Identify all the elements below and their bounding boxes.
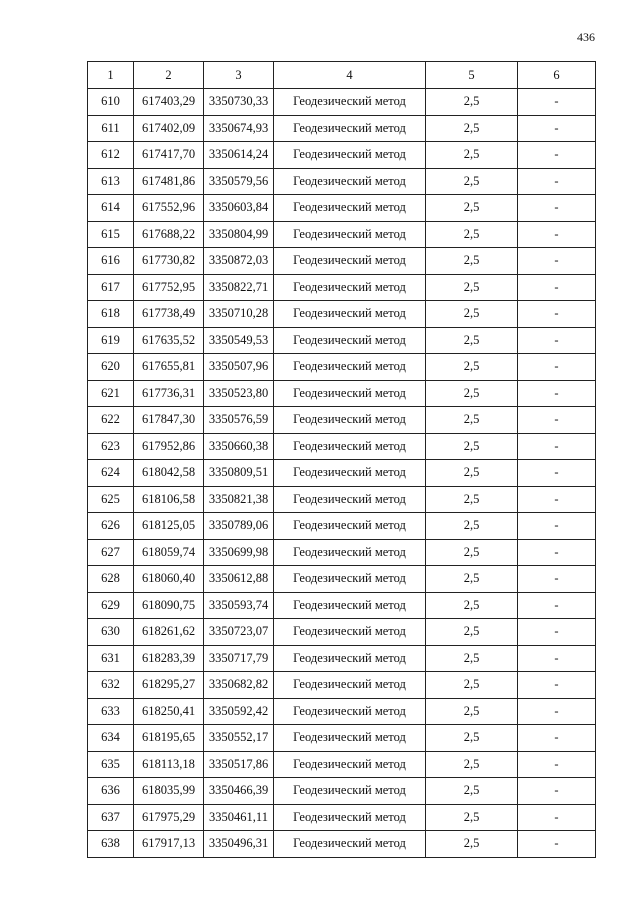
method-cell: Геодезический метод	[274, 698, 426, 725]
method-cell: Геодезический метод	[274, 672, 426, 699]
table-row	[88, 486, 596, 513]
point-number-cell: 610	[88, 89, 134, 116]
x-coordinate-cell: 617917,13	[134, 831, 204, 858]
note-cell: -	[518, 89, 596, 116]
y-coordinate-cell: 3350804,99	[204, 221, 274, 248]
method-cell: Геодезический метод	[274, 539, 426, 566]
table-row	[88, 619, 596, 646]
method-cell: Геодезический метод	[274, 274, 426, 301]
note-cell: -	[518, 831, 596, 858]
table-row	[88, 142, 596, 169]
point-number-cell: 635	[88, 751, 134, 778]
table-row	[88, 115, 596, 142]
note-cell: -	[518, 274, 596, 301]
method-cell: Геодезический метод	[274, 592, 426, 619]
column-header: 6	[518, 62, 596, 89]
accuracy-cell: 2,5	[426, 725, 518, 752]
x-coordinate-cell: 618090,75	[134, 592, 204, 619]
accuracy-cell: 2,5	[426, 513, 518, 540]
point-number-cell: 614	[88, 195, 134, 222]
accuracy-cell: 2,5	[426, 831, 518, 858]
x-coordinate-cell: 618113,18	[134, 751, 204, 778]
x-coordinate-cell: 617481,86	[134, 168, 204, 195]
accuracy-cell: 2,5	[426, 486, 518, 513]
note-cell: -	[518, 645, 596, 672]
x-coordinate-cell: 617730,82	[134, 248, 204, 275]
column-header: 4	[274, 62, 426, 89]
accuracy-cell: 2,5	[426, 751, 518, 778]
accuracy-cell: 2,5	[426, 89, 518, 116]
note-cell: -	[518, 698, 596, 725]
x-coordinate-cell: 617975,29	[134, 804, 204, 831]
x-coordinate-cell: 617402,09	[134, 115, 204, 142]
x-coordinate-cell: 618125,05	[134, 513, 204, 540]
table-row	[88, 380, 596, 407]
x-coordinate-cell: 618261,62	[134, 619, 204, 646]
accuracy-cell: 2,5	[426, 195, 518, 222]
accuracy-cell: 2,5	[426, 380, 518, 407]
y-coordinate-cell: 3350603,84	[204, 195, 274, 222]
table-row	[88, 433, 596, 460]
y-coordinate-cell: 3350872,03	[204, 248, 274, 275]
y-coordinate-cell: 3350809,51	[204, 460, 274, 487]
table-row	[88, 195, 596, 222]
accuracy-cell: 2,5	[426, 566, 518, 593]
x-coordinate-cell: 617655,81	[134, 354, 204, 381]
accuracy-cell: 2,5	[426, 672, 518, 699]
x-coordinate-cell: 618250,41	[134, 698, 204, 725]
accuracy-cell: 2,5	[426, 327, 518, 354]
method-cell: Геодезический метод	[274, 831, 426, 858]
method-cell: Геодезический метод	[274, 804, 426, 831]
accuracy-cell: 2,5	[426, 354, 518, 381]
method-cell: Геодезический метод	[274, 725, 426, 752]
table-row	[88, 407, 596, 434]
y-coordinate-cell: 3350461,11	[204, 804, 274, 831]
y-coordinate-cell: 3350517,86	[204, 751, 274, 778]
accuracy-cell: 2,5	[426, 221, 518, 248]
x-coordinate-cell: 617635,52	[134, 327, 204, 354]
y-coordinate-cell: 3350523,80	[204, 380, 274, 407]
point-number-cell: 616	[88, 248, 134, 275]
note-cell: -	[518, 592, 596, 619]
y-coordinate-cell: 3350614,24	[204, 142, 274, 169]
accuracy-cell: 2,5	[426, 539, 518, 566]
note-cell: -	[518, 513, 596, 540]
table-row	[88, 539, 596, 566]
point-number-cell: 615	[88, 221, 134, 248]
note-cell: -	[518, 301, 596, 328]
table-row	[88, 592, 596, 619]
method-cell: Геодезический метод	[274, 645, 426, 672]
note-cell: -	[518, 539, 596, 566]
y-coordinate-cell: 3350730,33	[204, 89, 274, 116]
y-coordinate-cell: 3350822,71	[204, 274, 274, 301]
column-header: 5	[426, 62, 518, 89]
x-coordinate-cell: 618106,58	[134, 486, 204, 513]
x-coordinate-cell: 618295,27	[134, 672, 204, 699]
table-row	[88, 301, 596, 328]
y-coordinate-cell: 3350723,07	[204, 619, 274, 646]
point-number-cell: 628	[88, 566, 134, 593]
x-coordinate-cell: 617688,22	[134, 221, 204, 248]
note-cell: -	[518, 354, 596, 381]
y-coordinate-cell: 3350789,06	[204, 513, 274, 540]
point-number-cell: 625	[88, 486, 134, 513]
note-cell: -	[518, 433, 596, 460]
table-row	[88, 645, 596, 672]
accuracy-cell: 2,5	[426, 433, 518, 460]
table-row	[88, 221, 596, 248]
table-header-row	[88, 62, 596, 89]
y-coordinate-cell: 3350579,56	[204, 168, 274, 195]
accuracy-cell: 2,5	[426, 698, 518, 725]
note-cell: -	[518, 486, 596, 513]
accuracy-cell: 2,5	[426, 248, 518, 275]
y-coordinate-cell: 3350466,39	[204, 778, 274, 805]
table-row	[88, 327, 596, 354]
point-number-cell: 634	[88, 725, 134, 752]
x-coordinate-cell: 618059,74	[134, 539, 204, 566]
point-number-cell: 629	[88, 592, 134, 619]
method-cell: Геодезический метод	[274, 327, 426, 354]
table-row	[88, 460, 596, 487]
point-number-cell: 622	[88, 407, 134, 434]
note-cell: -	[518, 804, 596, 831]
note-cell: -	[518, 327, 596, 354]
table-row	[88, 672, 596, 699]
y-coordinate-cell: 3350592,42	[204, 698, 274, 725]
x-coordinate-cell: 617738,49	[134, 301, 204, 328]
x-coordinate-cell: 617736,31	[134, 380, 204, 407]
point-number-cell: 621	[88, 380, 134, 407]
note-cell: -	[518, 619, 596, 646]
method-cell: Геодезический метод	[274, 115, 426, 142]
method-cell: Геодезический метод	[274, 407, 426, 434]
page-number: 436	[577, 30, 595, 44]
x-coordinate-cell: 617403,29	[134, 89, 204, 116]
point-number-cell: 637	[88, 804, 134, 831]
method-cell: Геодезический метод	[274, 513, 426, 540]
x-coordinate-cell: 618060,40	[134, 566, 204, 593]
accuracy-cell: 2,5	[426, 460, 518, 487]
point-number-cell: 630	[88, 619, 134, 646]
x-coordinate-cell: 618042,58	[134, 460, 204, 487]
point-number-cell: 623	[88, 433, 134, 460]
x-coordinate-cell: 617952,86	[134, 433, 204, 460]
note-cell: -	[518, 566, 596, 593]
method-cell: Геодезический метод	[274, 354, 426, 381]
y-coordinate-cell: 3350710,28	[204, 301, 274, 328]
point-number-cell: 618	[88, 301, 134, 328]
x-coordinate-cell: 618283,39	[134, 645, 204, 672]
x-coordinate-cell: 617417,70	[134, 142, 204, 169]
y-coordinate-cell: 3350699,98	[204, 539, 274, 566]
point-number-cell: 636	[88, 778, 134, 805]
point-number-cell: 613	[88, 168, 134, 195]
note-cell: -	[518, 115, 596, 142]
y-coordinate-cell: 3350660,38	[204, 433, 274, 460]
point-number-cell: 612	[88, 142, 134, 169]
accuracy-cell: 2,5	[426, 619, 518, 646]
method-cell: Геодезический метод	[274, 89, 426, 116]
note-cell: -	[518, 221, 596, 248]
table-row	[88, 89, 596, 116]
column-header: 2	[134, 62, 204, 89]
y-coordinate-cell: 3350682,82	[204, 672, 274, 699]
point-number-cell: 619	[88, 327, 134, 354]
x-coordinate-cell: 618195,65	[134, 725, 204, 752]
method-cell: Геодезический метод	[274, 486, 426, 513]
point-number-cell: 611	[88, 115, 134, 142]
method-cell: Геодезический метод	[274, 221, 426, 248]
column-header: 3	[204, 62, 274, 89]
table-row	[88, 566, 596, 593]
table-row	[88, 725, 596, 752]
note-cell: -	[518, 195, 596, 222]
point-number-cell: 633	[88, 698, 134, 725]
point-number-cell: 626	[88, 513, 134, 540]
table-row	[88, 831, 596, 858]
y-coordinate-cell: 3350593,74	[204, 592, 274, 619]
accuracy-cell: 2,5	[426, 301, 518, 328]
y-coordinate-cell: 3350549,53	[204, 327, 274, 354]
method-cell: Геодезический метод	[274, 566, 426, 593]
note-cell: -	[518, 142, 596, 169]
point-number-cell: 620	[88, 354, 134, 381]
y-coordinate-cell: 3350507,96	[204, 354, 274, 381]
point-number-cell: 631	[88, 645, 134, 672]
note-cell: -	[518, 725, 596, 752]
accuracy-cell: 2,5	[426, 804, 518, 831]
x-coordinate-cell: 617752,95	[134, 274, 204, 301]
table-row	[88, 513, 596, 540]
accuracy-cell: 2,5	[426, 168, 518, 195]
table-row	[88, 751, 596, 778]
table-row	[88, 804, 596, 831]
method-cell: Геодезический метод	[274, 301, 426, 328]
table-row	[88, 778, 596, 805]
accuracy-cell: 2,5	[426, 778, 518, 805]
accuracy-cell: 2,5	[426, 142, 518, 169]
note-cell: -	[518, 380, 596, 407]
point-number-cell: 632	[88, 672, 134, 699]
table-body	[88, 89, 596, 858]
method-cell: Геодезический метод	[274, 195, 426, 222]
method-cell: Геодезический метод	[274, 619, 426, 646]
y-coordinate-cell: 3350674,93	[204, 115, 274, 142]
method-cell: Геодезический метод	[274, 751, 426, 778]
table-row	[88, 274, 596, 301]
accuracy-cell: 2,5	[426, 115, 518, 142]
table-row	[88, 168, 596, 195]
note-cell: -	[518, 168, 596, 195]
x-coordinate-cell: 617847,30	[134, 407, 204, 434]
table-row	[88, 698, 596, 725]
y-coordinate-cell: 3350821,38	[204, 486, 274, 513]
note-cell: -	[518, 407, 596, 434]
note-cell: -	[518, 248, 596, 275]
note-cell: -	[518, 672, 596, 699]
method-cell: Геодезический метод	[274, 142, 426, 169]
x-coordinate-cell: 618035,99	[134, 778, 204, 805]
note-cell: -	[518, 460, 596, 487]
method-cell: Геодезический метод	[274, 433, 426, 460]
accuracy-cell: 2,5	[426, 274, 518, 301]
point-number-cell: 627	[88, 539, 134, 566]
accuracy-cell: 2,5	[426, 645, 518, 672]
table-row	[88, 248, 596, 275]
note-cell: -	[518, 751, 596, 778]
accuracy-cell: 2,5	[426, 592, 518, 619]
y-coordinate-cell: 3350612,88	[204, 566, 274, 593]
method-cell: Геодезический метод	[274, 248, 426, 275]
point-number-cell: 617	[88, 274, 134, 301]
x-coordinate-cell: 617552,96	[134, 195, 204, 222]
y-coordinate-cell: 3350576,59	[204, 407, 274, 434]
table-row	[88, 354, 596, 381]
y-coordinate-cell: 3350552,17	[204, 725, 274, 752]
coordinates-table	[87, 61, 596, 858]
accuracy-cell: 2,5	[426, 407, 518, 434]
point-number-cell: 638	[88, 831, 134, 858]
method-cell: Геодезический метод	[274, 380, 426, 407]
method-cell: Геодезический метод	[274, 168, 426, 195]
column-header: 1	[88, 62, 134, 89]
method-cell: Геодезический метод	[274, 460, 426, 487]
y-coordinate-cell: 3350717,79	[204, 645, 274, 672]
y-coordinate-cell: 3350496,31	[204, 831, 274, 858]
note-cell: -	[518, 778, 596, 805]
point-number-cell: 624	[88, 460, 134, 487]
method-cell: Геодезический метод	[274, 778, 426, 805]
